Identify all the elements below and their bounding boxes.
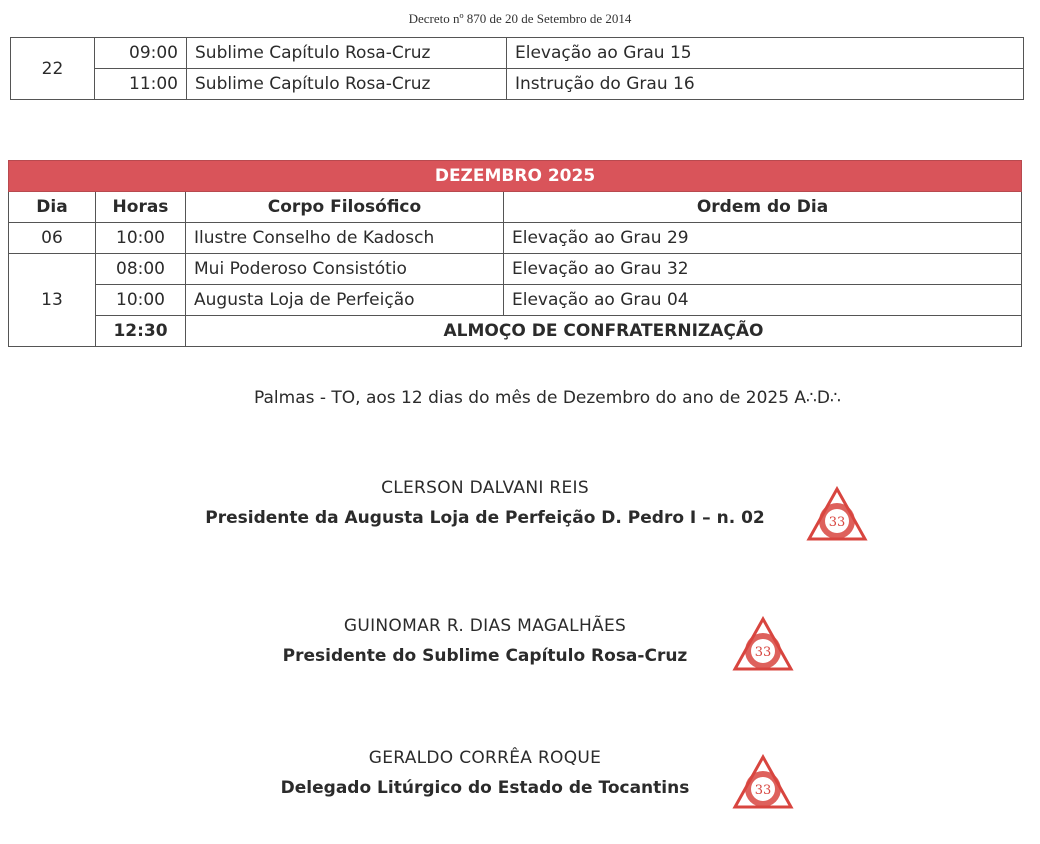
body-cell: Mui Poderoso Consistótio [186,254,504,285]
order-cell: Elevação ao Grau 15 [507,38,1024,69]
time-cell: 12:30 [96,316,186,347]
signatory-role: Delegado Litúrgico do Estado de Tocantins [280,778,690,798]
table-row [9,223,1022,254]
december-schedule-table [8,160,1022,347]
seal-33-icon [732,754,794,812]
order-cell: Elevação ao Grau 04 [504,285,1022,316]
place-date: Palmas - TO, aos 12 dias do mês de Dezembro do ano de 2025 A∴D∴ [254,388,841,408]
signature-block [255,616,715,666]
signatory-name: CLERSON DALVANI REIS [381,478,589,498]
time-cell: 10:00 [96,285,186,316]
seal-number: 33 [828,515,846,530]
day-header: Dia [9,192,96,223]
day-cell: 22 [11,38,95,100]
table-row [9,254,1022,285]
order-cell: Elevação ao Grau 32 [504,254,1022,285]
seal-33-icon [806,486,868,544]
order-header: Ordem do Dia [504,192,1022,223]
time-cell: 09:00 [95,38,187,69]
table-row [11,38,1024,69]
table-row [9,285,1022,316]
time-cell: 10:00 [96,223,186,254]
signatory-name: GUINOMAR R. DIAS MAGALHÃES [343,616,627,636]
body-header: Corpo Filosófico [186,192,504,223]
signature-block [180,478,790,528]
table-row [9,316,1022,347]
day-cell: 13 [9,254,96,347]
signatory-name: GERALDO CORRÊA ROQUE [368,748,602,768]
day-cell: 06 [9,223,96,254]
order-cell: Instrução do Grau 16 [507,69,1024,100]
header-row [9,192,1022,223]
decree-line: Decreto nº 870 de 20 de Setembro de 2014 [408,11,632,26]
order-cell: Elevação ao Grau 29 [504,223,1022,254]
seal-number: 33 [754,783,772,798]
body-cell: Sublime Capítulo Rosa-Cruz [187,38,507,69]
time-cell: 11:00 [95,69,187,100]
signatory-role: Presidente do Sublime Capítulo Rosa-Cruz [282,646,688,666]
body-cell: Ilustre Conselho de Kadosch [186,223,504,254]
body-cell: Sublime Capítulo Rosa-Cruz [187,69,507,100]
month-header: DEZEMBRO 2025 [9,161,1022,192]
signatory-role: Presidente da Augusta Loja de Perfeição D. Pedro I – n. 02 [205,508,765,528]
seal-33-icon [732,616,794,674]
table-row [11,69,1024,100]
signature-block [255,748,715,798]
time-header: Horas [96,192,186,223]
time-cell: 08:00 [96,254,186,285]
seal-number: 33 [754,645,772,660]
previous-schedule-table [10,37,1024,100]
body-cell: Augusta Loja de Perfeição [186,285,504,316]
event-cell: ALMOÇO DE CONFRATERNIZAÇÃO [186,316,1022,347]
